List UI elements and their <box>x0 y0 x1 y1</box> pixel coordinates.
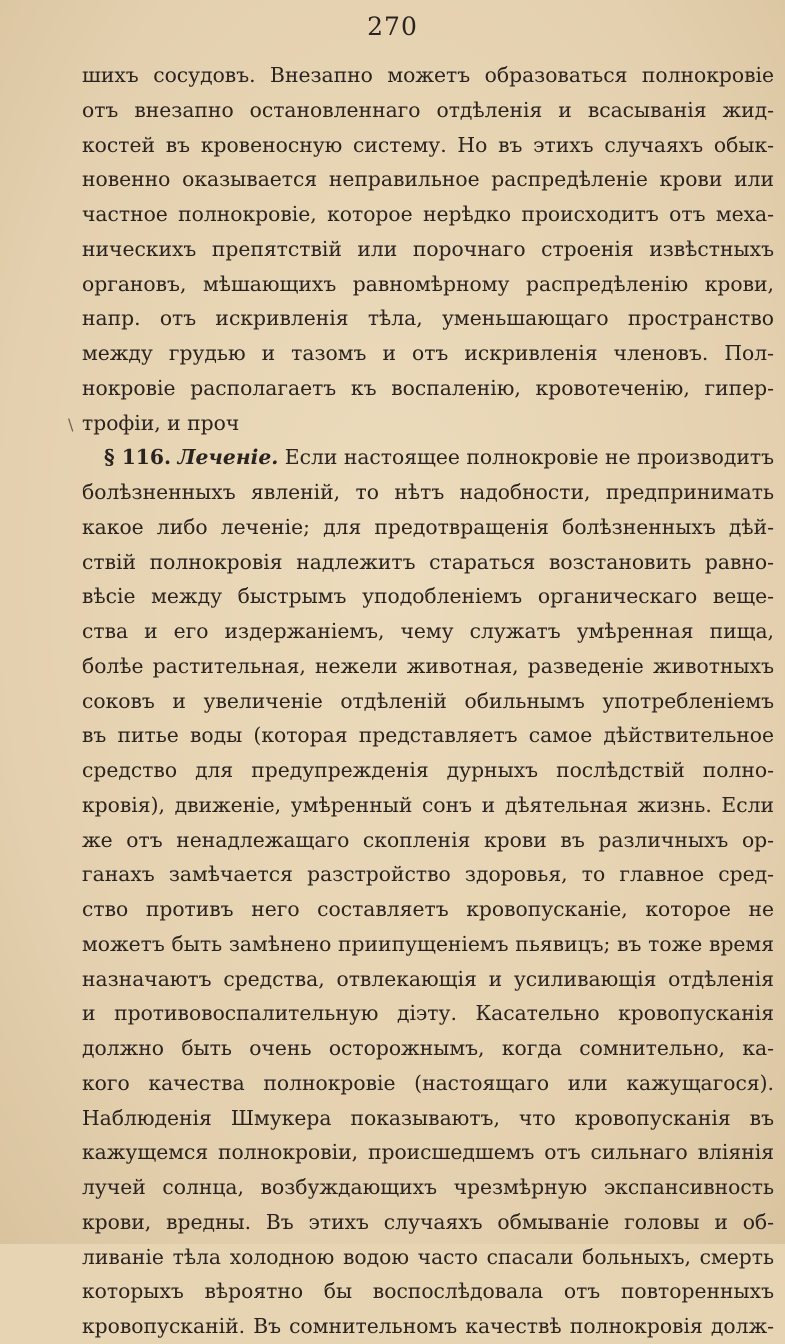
text-line: ства и его издержаніемъ, чему служатъ умѣренная пища, <box>82 619 774 643</box>
margin-mark: \ <box>68 415 74 434</box>
text-line: органовъ, мѣшающихъ равномѣрному распредѣленію крови, <box>82 271 774 296</box>
text-line: и противовоспалительную діэту. Касательно кровопусканія <box>82 1001 774 1026</box>
text-line: вѣсіе между быстрымъ уподобленіемъ органическаго веще- <box>82 584 774 609</box>
text-line: кровопусканій. Въ сомнительномъ качествѣ полнокровія долж- <box>82 1314 774 1338</box>
text-line: болѣзненныхъ явленій, то нѣтъ надобности, предпринимать <box>82 480 774 504</box>
text-line: ствій полнокровія надлежитъ стараться возстановить равно- <box>82 549 774 574</box>
text-line: кажущемся полнокровіи, происшедшемъ отъ сильнаго вліянія <box>82 1140 774 1165</box>
text-line: отъ внезапно остановленнаго отдѣленія и всасыванія жид- <box>82 97 774 122</box>
text-line: которыхъ вѣроятно бы воспослѣдовала отъ повторенныхъ <box>82 1279 774 1304</box>
text-line: болѣе растительная, нежели животная, разведеніе животныхъ <box>82 653 774 678</box>
text-line: соковъ и увеличеніе отдѣленій обильнымъ употребленіемъ <box>82 688 774 713</box>
text-line: ническихъ препятствій или порочнаго строенія извѣстныхъ <box>82 236 774 261</box>
text-line: новенно оказывается неправильное распредѣленіе крови или <box>82 167 774 192</box>
text-line: трофіи, и проч <box>82 410 240 435</box>
section-number: § 116. <box>104 445 172 470</box>
text-line: кровія), движеніе, умѣренный сонъ и дѣятельная жизнь. Если <box>82 792 774 817</box>
text-line: лучей солнца, возбуждающихъ чрезмѣрную экспансивность <box>82 1175 774 1199</box>
section-title: Леченіе. <box>177 445 279 470</box>
text-line: кого качества полнокровіе (настоящаго или кажущагося). <box>82 1070 774 1095</box>
page-number: 270 <box>367 12 418 41</box>
body-text <box>82 58 774 1344</box>
text-line: шихъ сосудовъ. Внезапно можетъ образоваться полнокровіе <box>82 63 774 87</box>
text-line: въ питье воды (которая представляетъ самое дѣйствительное <box>82 723 774 748</box>
text-line: ство противъ него составляетъ кровопусканіе, которое не <box>82 897 774 921</box>
text-line: крови, вредны. Въ этихъ случаяхъ обмываніе головы и об- <box>82 1209 774 1234</box>
text-line: между грудью и тазомъ и отъ искривленія членовъ. Пол- <box>82 341 774 365</box>
text-line: назначаютъ средства, отвлекающія и усиливающія отдѣленія <box>82 966 774 991</box>
text-line: должно быть очень осторожнымъ, когда сомнительно, ка- <box>82 1036 774 1060</box>
text-line: можетъ быть замѣнено приипущеніемъ пьявицъ; въ тоже время <box>82 931 774 956</box>
text-line: какое либо леченіе; для предотвращенія болѣзненныхъ дѣй- <box>82 514 774 539</box>
text-line: костей въ кровеносную систему. Но въ этихъ случаяхъ обык- <box>82 132 774 157</box>
text-line: Наблюденія Шмукера показываютъ, что кровопусканія въ <box>82 1105 774 1130</box>
text-line: напр. отъ искривленія тѣла, уменьшающаго пространство <box>82 306 774 331</box>
section-heading-line <box>82 440 774 475</box>
text-line: средство для предупрежденія дурныхъ послѣдствій полно- <box>82 758 774 782</box>
text-line: Если настоящее полнокровіе не производитъ <box>284 445 774 470</box>
text-line: ганахъ замѣчается разстройство здоровья, то главное сред- <box>82 862 774 887</box>
text-line: нокровіе располагаетъ къ воспаленію, кровотеченію, гипер- <box>82 375 774 400</box>
text-line: же отъ ненадлежащаго скопленія крови въ различныхъ ор- <box>82 827 774 852</box>
text-line: ливаніе тѣла холодною водою часто спасали больныхъ, смерть <box>82 1244 774 1269</box>
text-line: частное полнокровіе, которое нерѣдко происходитъ отъ меха- <box>82 202 774 226</box>
